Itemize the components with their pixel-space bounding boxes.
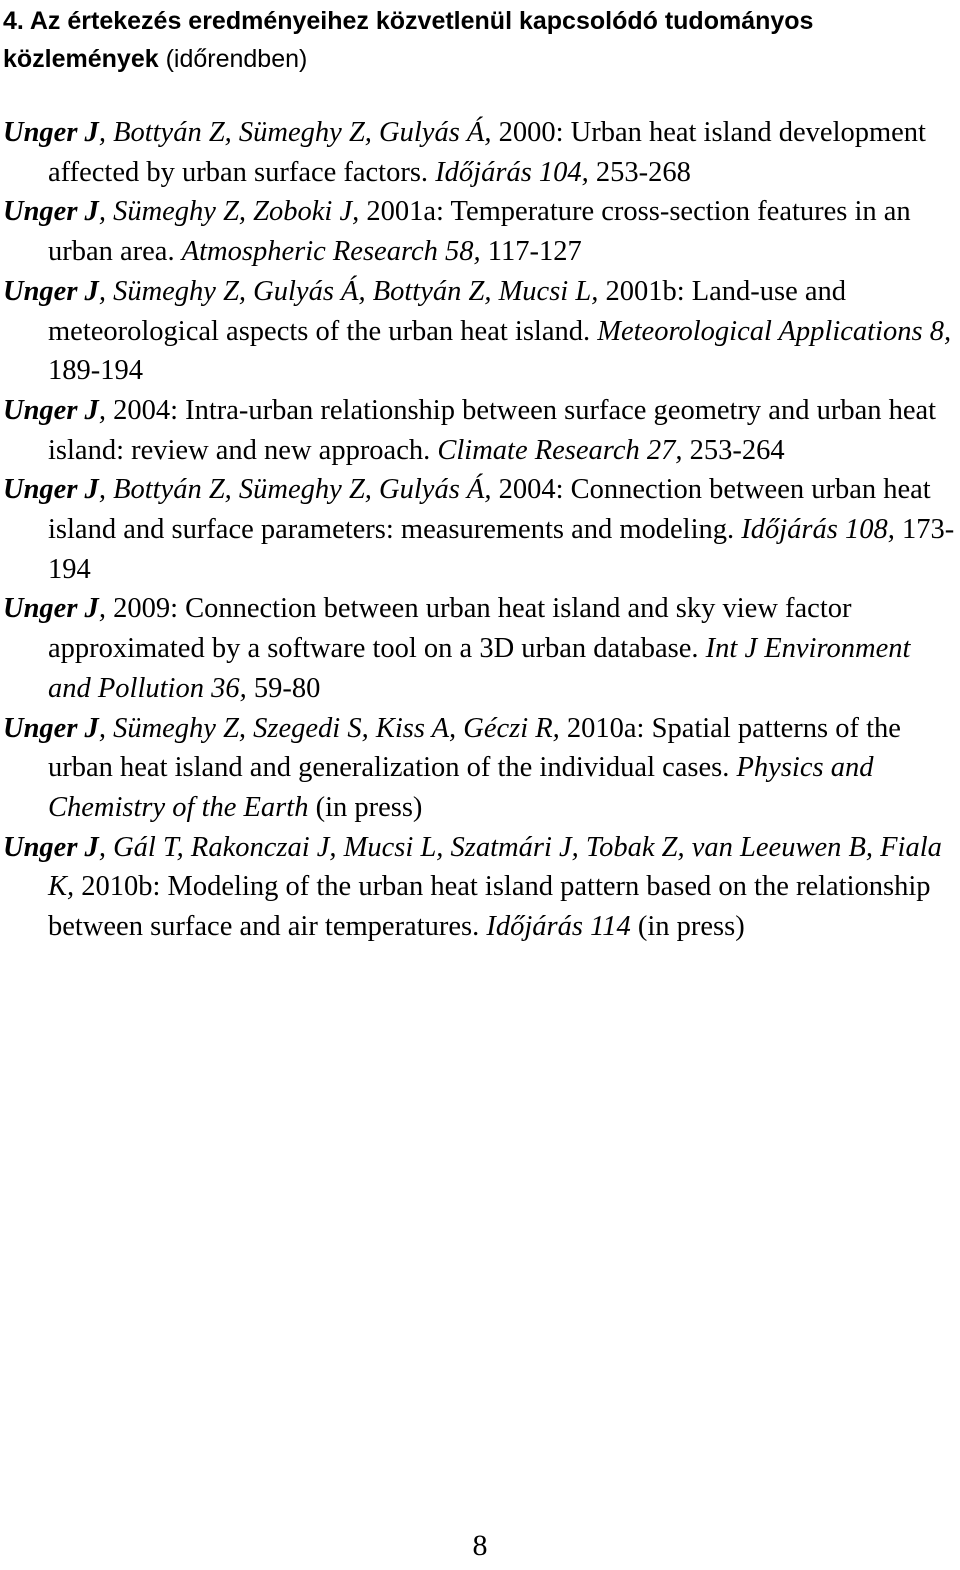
reference-pages: 253-268 [588, 156, 691, 188]
reference-first-author: Unger J [3, 275, 99, 307]
reference-pages: (in press) [308, 791, 423, 823]
reference-coauthors: , Sümeghy Z, Zoboki J, [98, 196, 360, 228]
reference-coauthors: , [98, 394, 106, 426]
reference-year-title: 2001b: Land-use and meteorological aspects of the urban heat island. [48, 275, 847, 347]
reference-coauthors: , [98, 593, 106, 625]
reference-list [3, 113, 958, 947]
reference-pages: 253-264 [682, 434, 785, 466]
reference-year-title: 2004: Intra-urban relationship between surface geometry and urban heat island: review and new approach. [48, 394, 937, 466]
reference-first-author: Unger J [3, 712, 99, 744]
reference-first-author: Unger J [3, 474, 99, 506]
reference-first-author: Unger J [3, 117, 99, 148]
reference-item [3, 589, 958, 708]
reference-year-title: 2010b: Modeling of the urban heat island pattern based on the relationship between surface and air temperatures. [48, 871, 931, 943]
reference-journal: Időjárás 108, [741, 514, 895, 546]
reference-coauthors: , Bottyán Z, Sümeghy Z, Gulyás Á, [98, 117, 492, 148]
reference-item [3, 192, 958, 271]
reference-first-author: Unger J [3, 196, 99, 228]
section-heading-lead: 4. Az értekezés eredményeihez közvetlenül kapcsolódó tudományos közlemények [3, 7, 814, 73]
reference-coauthors: , Bottyán Z, Sümeghy Z, Gulyás Á, [98, 474, 492, 506]
reference-first-author: Unger J [3, 831, 99, 863]
page-number: 8 [472, 1529, 488, 1562]
reference-coauthors: , Sümeghy Z, Gulyás Á, Bottyán Z, Mucsi L, [98, 275, 599, 307]
reference-pages: (in press) [630, 911, 745, 943]
reference-item [3, 272, 958, 391]
reference-journal: Climate Research 27, [437, 434, 683, 466]
reference-pages: 59-80 [246, 672, 321, 704]
reference-journal: Meteorological Applications 8, [597, 315, 952, 347]
reference-item [3, 709, 958, 828]
reference-item [3, 470, 958, 589]
reference-item [3, 391, 958, 470]
reference-item [3, 828, 958, 947]
reference-item [3, 113, 958, 192]
reference-journal: Atmospheric Research 58, [181, 236, 481, 268]
reference-journal: Időjárás 104, [435, 156, 589, 188]
reference-year-title: 2004: Connection between urban heat island and surface parameters: measurements and modeling. [48, 474, 931, 546]
reference-pages: 117-127 [480, 236, 582, 268]
reference-journal: Időjárás 114 [486, 911, 631, 943]
reference-first-author: Unger J [3, 593, 99, 625]
reference-year-title: 2001a: Temperature cross-section features in an urban area. [48, 196, 911, 268]
reference-journal: Physics and Chemistry of the Earth [48, 752, 874, 823]
reference-coauthors: , Gál T, Rakonczai J, Mucsi L, Szatmári J, Tobak Z, van Leeuwen B, Fiala K, [48, 831, 942, 903]
reference-year-title: 2010a: Spatial patterns of the urban heat island and generalization of the individual cases. [48, 712, 901, 784]
reference-coauthors: , Sümeghy Z, Szegedi S, Kiss A, Géczi R, [98, 712, 560, 744]
reference-first-author: Unger J [3, 394, 99, 426]
reference-pages: 173-194 [48, 514, 955, 585]
reference-journal: Int J Environment and Pollution 36, [48, 633, 911, 704]
reference-year-title: 2000: Urban heat island development affected by urban surface factors. [48, 117, 926, 188]
reference-year-title: 2009: Connection between urban heat island and sky view factor approximated by a software tool on a 3D urban database. [48, 593, 852, 665]
reference-pages: 189-194 [48, 355, 143, 387]
section-heading [3, 2, 948, 78]
section-heading-note: (időrendben) [158, 45, 308, 73]
